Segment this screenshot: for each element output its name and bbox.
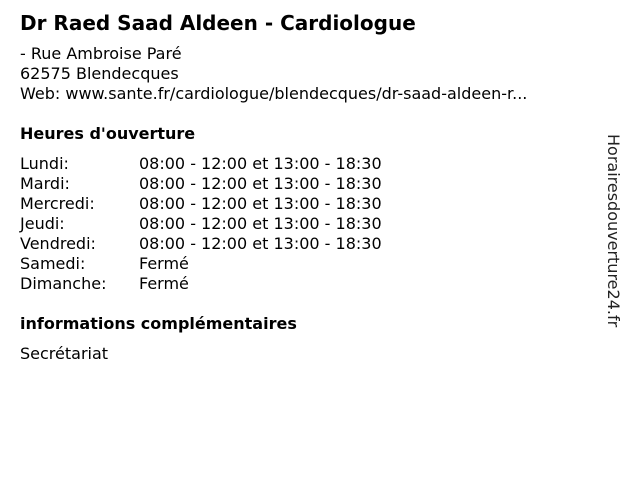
hours-row-samedi: [20, 254, 382, 274]
hours-day: Dimanche:: [20, 274, 107, 293]
hours-row-mardi: [20, 174, 382, 194]
opening-hours-heading: Heures d'ouverture: [20, 124, 196, 143]
hours-time: 08:00 - 12:00 et 13:00 - 18:30: [139, 214, 382, 233]
site-brand-watermark: Horairesdouverture24.fr: [604, 134, 623, 328]
hours-time: 08:00 - 12:00 et 13:00 - 18:30: [139, 174, 382, 193]
hours-time: 08:00 - 12:00 et 13:00 - 18:30: [139, 154, 382, 173]
opening-hours-table: [20, 154, 382, 294]
hours-day: Samedi:: [20, 254, 86, 273]
hours-row-mercredi: [20, 194, 382, 214]
hours-row-lundi: [20, 154, 382, 174]
address-street: - Rue Ambroise Paré: [20, 44, 182, 63]
hours-day: Jeudi:: [20, 214, 65, 233]
hours-row-jeudi: [20, 214, 382, 234]
hours-time: Fermé: [139, 254, 189, 273]
hours-day: Mardi:: [20, 174, 70, 193]
website-link[interactable]: Web: www.sante.fr/cardiologue/blendecques/dr-saad-aldeen-r...: [20, 84, 528, 103]
hours-row-vendredi: [20, 234, 382, 254]
hours-time: 08:00 - 12:00 et 13:00 - 18:30: [139, 234, 382, 253]
address-city: 62575 Blendecques: [20, 64, 179, 83]
address-block: [20, 44, 527, 104]
additional-info-text: Secrétariat: [20, 344, 109, 363]
hours-day: Mercredi:: [20, 194, 95, 213]
hours-time: 08:00 - 12:00 et 13:00 - 18:30: [139, 194, 382, 213]
additional-info-heading: informations complémentaires: [20, 314, 297, 333]
hours-day: Lundi:: [20, 154, 69, 173]
hours-row-dimanche: [20, 274, 382, 294]
hours-day: Vendredi:: [20, 234, 96, 253]
page-title: Dr Raed Saad Aldeen - Cardiologue: [20, 11, 416, 35]
hours-time: Fermé: [139, 274, 189, 293]
